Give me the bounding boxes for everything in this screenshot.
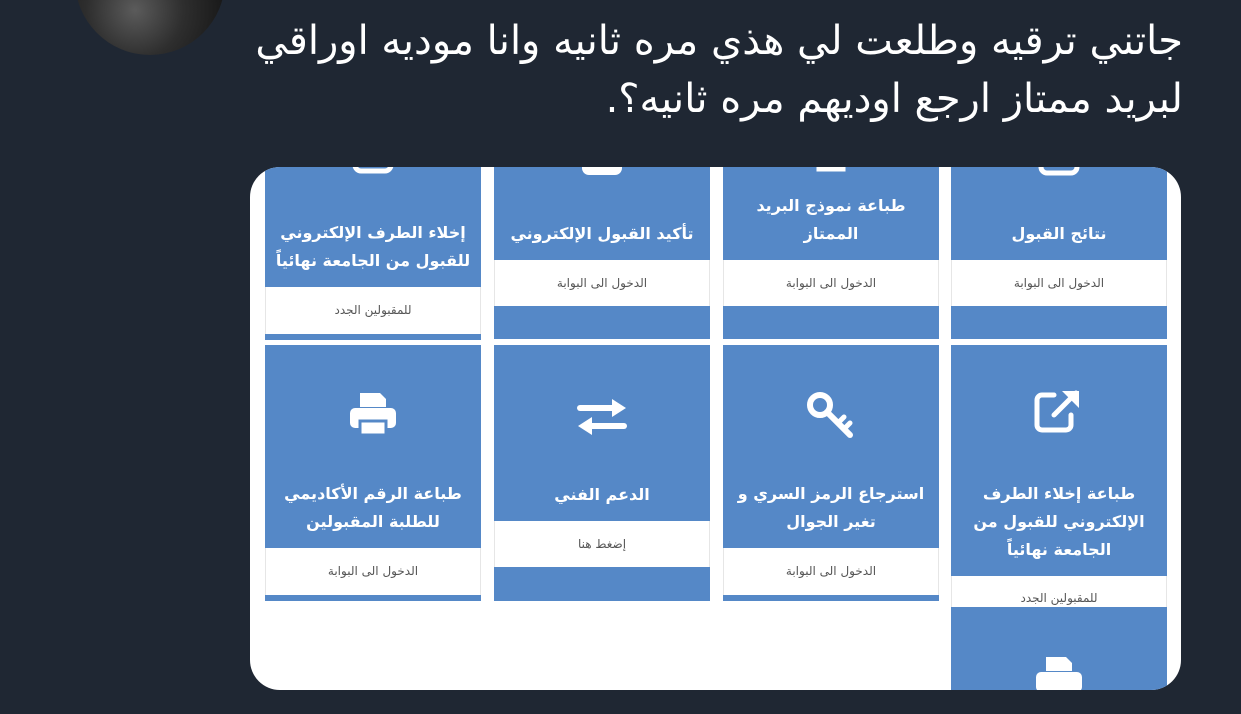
tile-print-premium-mail-form[interactable] [723, 167, 939, 339]
tile-title: نتائج القبول [1011, 224, 1107, 243]
tweet-line-1: جاتني ترقيه وطلعت لي هذي مره ثانيه وانا موديه اوراقي [255, 18, 1183, 64]
tile-link[interactable]: الدخول الى البوابة [951, 260, 1167, 306]
external-link-icon [1032, 387, 1086, 435]
external-link-icon [351, 167, 395, 177]
printer-icon [348, 391, 398, 437]
avatar[interactable] [75, 0, 225, 55]
tile-electronic-clearance[interactable] [265, 167, 481, 340]
tile-recover-password[interactable] [723, 345, 939, 601]
tile-link[interactable]: الدخول الى البوابة [723, 548, 939, 595]
printer-icon [1034, 655, 1084, 690]
tile-title: الدعم الفني [554, 485, 650, 504]
tile-link[interactable]: الدخول الى البوابة [265, 548, 481, 595]
tile-partial[interactable] [951, 607, 1167, 690]
tile-link[interactable]: للمقبولين الجدد [951, 576, 1167, 607]
exchange-icon [574, 397, 630, 437]
tile-title: استرجاع الرمز السري و تغير الجوال [737, 484, 925, 531]
tile-print-academic-number[interactable] [265, 345, 481, 601]
tile-print-electronic-clearance[interactable] [951, 345, 1167, 607]
tile-admission-results[interactable] [951, 167, 1167, 339]
check-icon [580, 167, 624, 177]
tile-title: إخلاء الطرف الإلكتروني للقبول من الجامعة نهائياً [275, 223, 471, 270]
tweet-line-2: لبريد ممتاز ارجع اوديهم مره ثانيه؟. [605, 76, 1183, 122]
tile-title: طباعة الرقم الأكاديمي للطلبة المقبولين [284, 484, 462, 531]
tile-title: طباعة نموذج البريد الممتاز [756, 196, 906, 243]
printer-icon [809, 167, 853, 177]
tile-link[interactable]: الدخول الى البوابة [723, 260, 939, 306]
tile-link[interactable]: للمقبولين الجدد [265, 287, 481, 334]
attached-screenshot[interactable] [250, 167, 1181, 690]
tile-confirm-admission[interactable] [494, 167, 710, 339]
tile-link[interactable]: إضغط هنا [494, 521, 710, 567]
tile-title: طباعة إخلاء الطرف الإلكتروني للقبول من الجامعة نهائياً [973, 484, 1145, 559]
tile-title: تأكيد القبول الإلكتروني [510, 224, 694, 243]
tile-technical-support[interactable] [494, 345, 710, 601]
tweet-text [223, 12, 1183, 128]
key-icon [806, 391, 856, 441]
tile-link[interactable]: الدخول الى البوابة [494, 260, 710, 306]
document-icon [1037, 167, 1081, 177]
